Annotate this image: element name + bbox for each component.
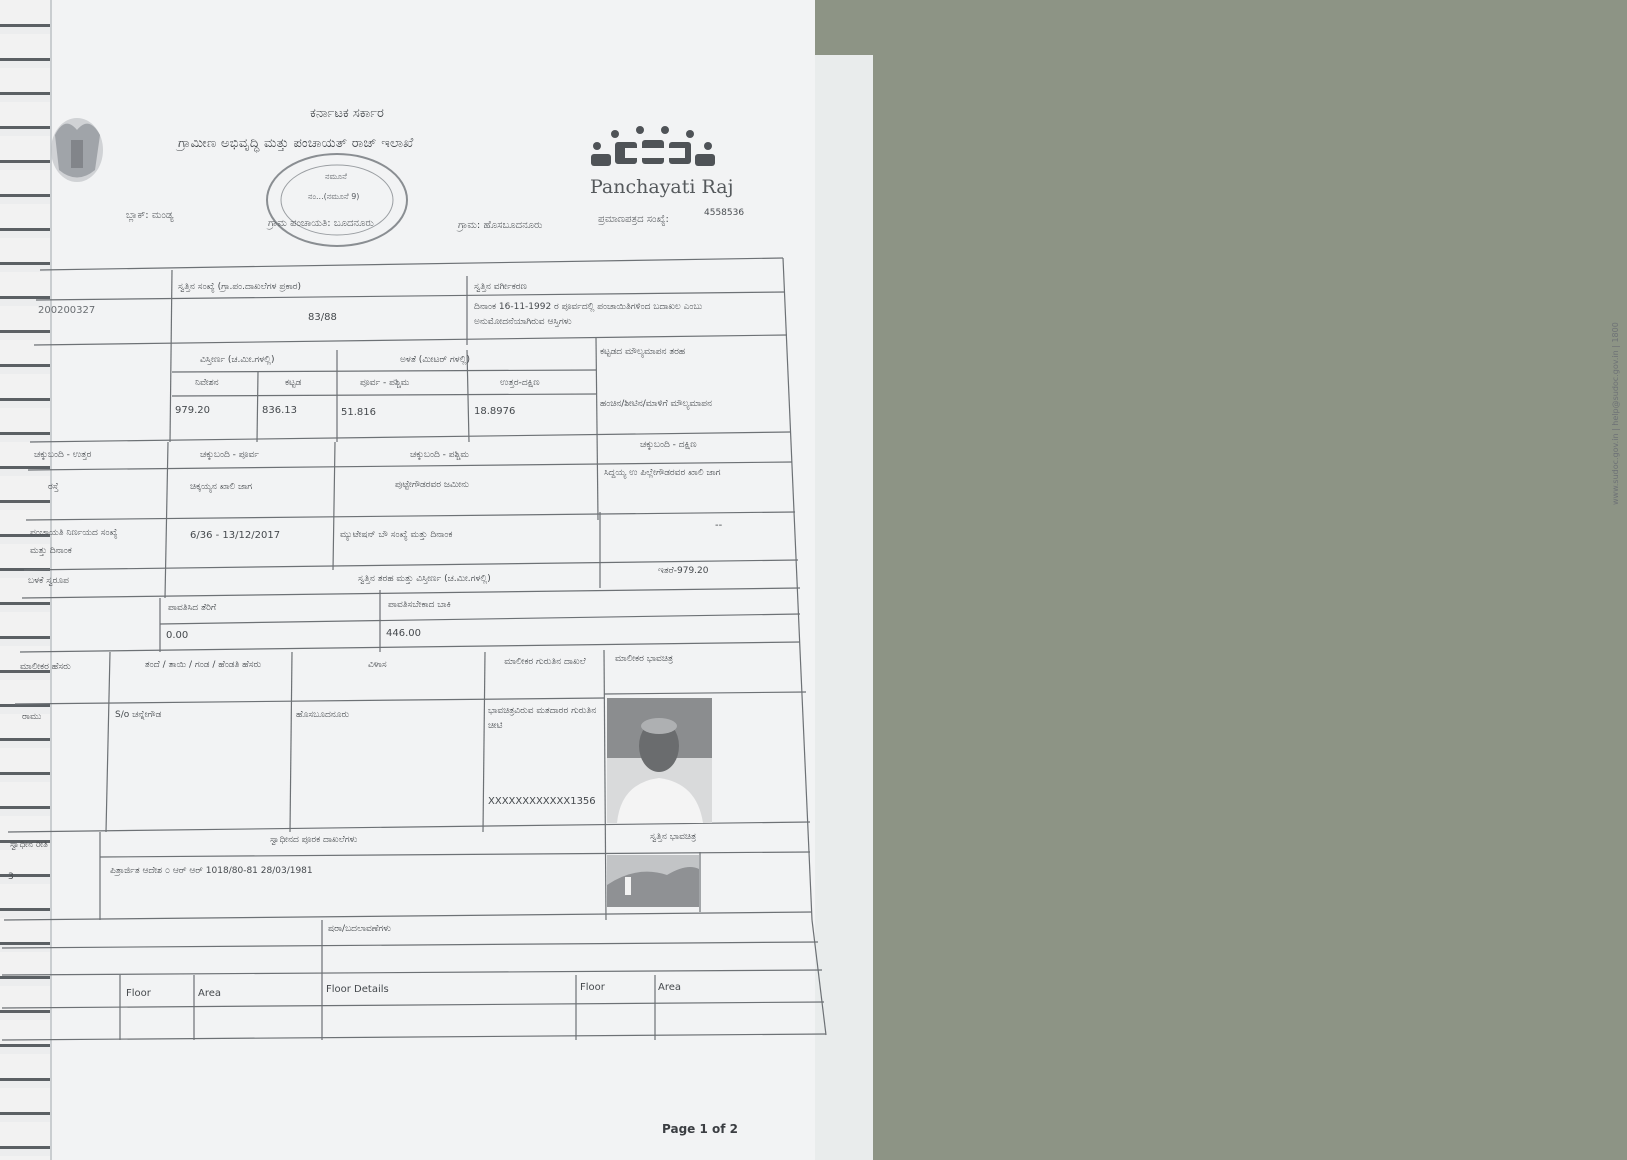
certificate-number: 4558536 bbox=[704, 208, 745, 218]
acquisition-docs-label: ಸ್ವಾಧೀನದ ಪೂರಕ ದಾಖಲೆಗಳು bbox=[270, 835, 358, 845]
remarks-label: ಷರಾ/ಬದಲಾವಣೆಗಳು bbox=[328, 924, 391, 934]
sidebar-contact: www.sudoc.gov.in | help@sudoc.gov.in | 1800 bbox=[1611, 322, 1620, 505]
property-id-label: ಸ್ವತ್ತಿನ ಸಂಖ್ಯೆ (ಗ್ರಾ.ಪಂ.ದಾಖಲೆಗಳ ಪ್ರಕಾರ) bbox=[178, 282, 302, 292]
seal-text-2: ನಂ...(ನಮೂನೆ 9) bbox=[308, 192, 360, 201]
tax-due-value: 446.00 bbox=[386, 628, 421, 639]
resolution-label-2: ಮತ್ತು ದಿನಾಂಕ bbox=[30, 546, 72, 556]
page-indicator: Page 1 of 2 bbox=[662, 1122, 738, 1136]
area-header-1: Area bbox=[198, 988, 222, 999]
west-boundary-label: ಚಕ್ಕುಬಂದಿ - ಪಶ್ಚಿಮ bbox=[410, 450, 469, 460]
tax-paid-label: ಪಾವತಿಸಿದ ತೆರಿಗೆ bbox=[168, 603, 217, 613]
building-type-header: ಕಟ್ಟಡದ ಮೌಲ್ಯಮಾಪನ ತರಹ bbox=[600, 347, 686, 357]
property-type-label: ಸ್ವತ್ತಿನ ತರಹ ಮತ್ತು ವಿಸ್ತೀರ್ಣ (ಚ.ಮೀ.ಗಳಲ್ಲಿ) bbox=[358, 574, 491, 584]
tax-paid-value: 0.00 bbox=[166, 630, 189, 641]
north-south-value: 18.8976 bbox=[474, 406, 516, 417]
property-type-value: ಇತರೆ-979.20 bbox=[658, 566, 709, 576]
resolution-value: 6/36 - 13/12/2017 bbox=[190, 530, 281, 541]
north-boundary-label: ಚಕ್ಕುಬಂದಿ - ಉತ್ತರ bbox=[34, 450, 92, 460]
property-number: 83/88 bbox=[308, 312, 337, 323]
owner-relation-label: ತಂದೆ / ತಾಯಿ / ಗಂಡ / ಹೆಂಡತಿ ಹೆಸರು bbox=[144, 660, 262, 670]
owner-id-number: XXXXXXXXXXXX1356 bbox=[488, 796, 596, 807]
seal-text-1: ನಮೂನೆ bbox=[325, 172, 347, 181]
owner-address-value: ಹೊಸಬೂದನೂರು bbox=[296, 710, 350, 720]
acquisition-label: ಸ್ವಾಧೀನ ರೀತಿ bbox=[10, 840, 48, 850]
floor-header-1: Floor bbox=[126, 988, 151, 999]
west-boundary-value: ಪುಟ್ಟೇಗೌಡರವರ ಜಮೀನು bbox=[395, 480, 470, 490]
mutation-value: -- bbox=[715, 520, 723, 531]
property-class-label: ಸ್ವತ್ತಿನ ವರ್ಗೀಕರಣ bbox=[474, 282, 527, 292]
usage-label: ಬಳಕೆ ಸ್ವರೂಪ bbox=[28, 576, 69, 586]
site-label: ನಿವೇಶನ bbox=[195, 378, 219, 388]
resolution-label: ಪಂಚಾಯತಿ ನಿರ್ಣಯದ ಸಂಖ್ಯೆ bbox=[30, 528, 118, 538]
owner-address-label: ವಿಳಾಸ bbox=[368, 660, 387, 670]
header-government: ಕರ್ನಾಟಕ ಸರ್ಕಾರ bbox=[310, 106, 384, 121]
gram-panchayat-name: ಗ್ರಾಮ ಪಂಚಾಯತಿ: ಬೂದನೂರು bbox=[268, 218, 374, 229]
area-header-2: Area bbox=[658, 982, 682, 993]
building-label: ಕಟ್ಟಡ bbox=[285, 378, 302, 388]
area-header: ವಿಸ್ತೀರ್ಣ (ಚ.ಮೀ.ಗಳಲ್ಲಿ) bbox=[200, 355, 275, 365]
acquisition-value: 3 bbox=[8, 872, 14, 882]
south-boundary-label: ಚಕ್ಕುಬಂದಿ - ದಕ್ಷಿಣ bbox=[640, 440, 697, 450]
owner-name-label: ಮಾಲೀಕರ ಹೆಸರು bbox=[20, 662, 71, 672]
east-boundary-label: ಚಕ್ಕುಬಂದಿ - ಪೂರ್ವ bbox=[200, 450, 259, 460]
floor-header-2: Floor bbox=[580, 982, 605, 993]
building-type-value: ಹಂಚಿನ/ಶೀಟಿನ/ಮಾಳಿಗೆ ಮೌಲ್ಯಮಾಪನ bbox=[600, 399, 712, 409]
east-west-value: 51.816 bbox=[341, 407, 376, 418]
east-boundary-value: ಚಿಕ್ಕಯ್ಯನ ಖಾಲಿ ಜಾಗ bbox=[190, 482, 253, 492]
north-boundary-value: ರಸ್ತೆ bbox=[48, 482, 59, 492]
acquisition-docs-value: ಪಿತ್ರಾರ್ಜಿತ ಆದೇಶ ೦ ಆರ್ ಆರ್ 1018/80-81 28/03/1981 bbox=[110, 866, 313, 876]
north-south-label: ಉತ್ತರ-ದಕ್ಷಿಣ bbox=[500, 378, 540, 388]
property-id: 200200327 bbox=[38, 305, 96, 316]
length-header: ಅಳತೆ (ಮೀಟರ್ ಗಳಲ್ಲಿ) bbox=[400, 355, 471, 365]
owner-idproof-value: ಭಾವಚಿತ್ರವಿರುವ ಮತದಾರರ ಗುರುತಿನ ಚೀಟಿ bbox=[488, 706, 597, 731]
certificate-label: ಪ್ರಮಾಣಪತ್ರದ ಸಂಖ್ಯೆ: bbox=[598, 214, 669, 225]
building-area-value: 836.13 bbox=[262, 405, 297, 416]
tax-due-label: ಪಾವತಿಸಬೇಕಾದ ಬಾಕಿ bbox=[388, 600, 451, 610]
property-classification: ದಿನಾಂಕ 16-11-1992 ರ ಪೂರ್ವದಲ್ಲಿ ಪಂಚಾಯಿತಿಗಳಿಂದ ಬದಾಖಲ ಎಂಬು ಅನುಮೋದನೆಯಾಗಿರುವ ಆಸ್ತಿಗಳು bbox=[474, 302, 703, 327]
mutation-label: ಮ್ಯುಟೇಷನ್ ಬೌ ಸಂಖ್ಯೆ ಮತ್ತು ದಿನಾಂಕ bbox=[340, 530, 453, 540]
owner-relation-value: S/o ಚನ್ನೇಗೌಡ bbox=[115, 710, 162, 720]
property-photo-label: ಸ್ವತ್ತಿನ ಭಾವಚಿತ್ರ bbox=[650, 832, 697, 842]
east-west-label: ಪೂರ್ವ - ಪಶ್ಚಿಮ bbox=[360, 378, 410, 388]
floor-details-header: Floor Details bbox=[326, 984, 389, 995]
owner-idproof-label: ಮಾಲೀಕರ ಗುರುತಿನ ದಾಖಲೆ bbox=[504, 657, 586, 667]
block-name: ಬ್ಲಾಕ್: ಮಂಡ್ಯ bbox=[126, 210, 174, 221]
site-area-value: 979.20 bbox=[175, 405, 210, 416]
village-name: ಗ್ರಾಮ: ಹೊಸಬೂದನೂರು bbox=[458, 220, 543, 231]
property-photo bbox=[607, 855, 699, 907]
owner-name-value: ರಾಮು bbox=[22, 712, 42, 722]
header-department: ಗ್ರಾಮೀಣ ಅಭಿವೃದ್ಧಿ ಮತ್ತು ಪಂಚಾಯತ್ ರಾಜ್ ಇಲಾಖೆ bbox=[178, 136, 414, 151]
panchayati-raj-text: Panchayati Raj bbox=[590, 176, 734, 198]
owner-photo bbox=[607, 698, 712, 823]
south-boundary-value: ಸಿದ್ದಯ್ಯ ಉ ಪಿಲ್ಲೇಗೌಡರವರ ಖಾಲಿ ಜಾಗ bbox=[604, 468, 721, 478]
owner-photo-label: ಮಾಲೀಕರ ಭಾವಚಿತ್ರ bbox=[615, 654, 674, 664]
